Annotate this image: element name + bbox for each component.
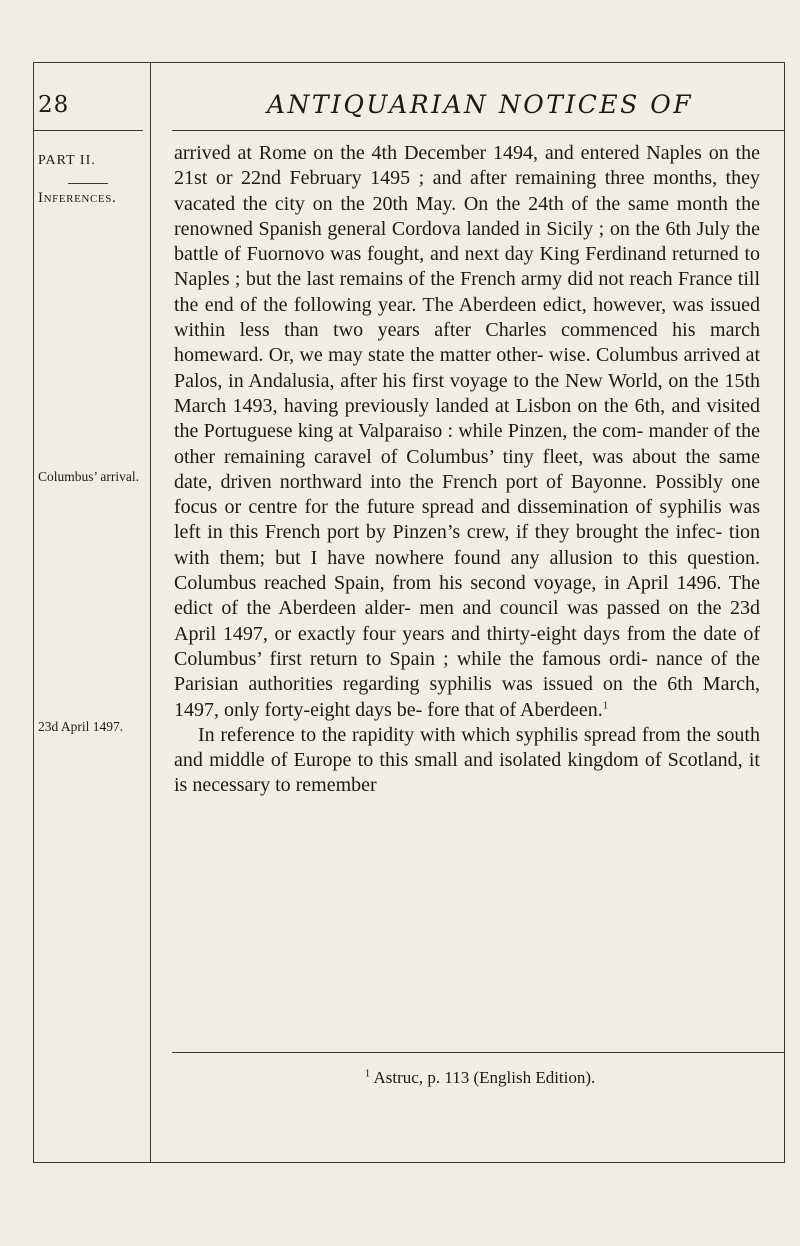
page-number: 28	[38, 92, 70, 118]
sidenote-columbus-arrival: Columbus’ arrival.	[38, 469, 139, 484]
footnote-marker: 1	[364, 1067, 371, 1080]
paragraph-1	[174, 141, 760, 723]
body-text	[174, 141, 760, 799]
part-label: PART II.	[38, 153, 96, 168]
part-rule	[68, 183, 108, 184]
footnote-reference: 1	[602, 698, 609, 711]
top-rule	[33, 62, 785, 63]
section-label: Inferences.	[38, 190, 117, 206]
sidenote-april-date: 23d April 1497.	[38, 719, 124, 734]
bottom-rule	[33, 1162, 785, 1163]
footnote	[200, 1068, 760, 1088]
footnote-rule	[172, 1052, 784, 1053]
right-frame-line	[784, 62, 785, 1162]
running-head: ANTIQUARIAN NOTICES OF	[266, 90, 694, 119]
header-rule-left	[33, 130, 143, 131]
paragraph-1-text: arrived at Rome on the 4th December 1494, and entered Naples on the 21st or 22nd February 1495 ; and after remaining three months, they vacated the city on the 20th May. On the 24th of the same month the renowned Spanish general Cordova landed in Sicily ; on the 6th July the battle of Fuornovo was fought, and next day King Ferdinand returned to Naples ; but the last remains of the French army did not reach France till the end of the following year. The Aberdeen edict, however, was issued within less than two years after Charles commenced his march homeward. Or, we may state the matter other- wise. Columbus arrived at Palos, in Andalusia, after his first voyage to the New World, on the 15th March 1493, having previously landed at Lisbon on the 6th, and visited the Portuguese king at Valparaiso : while Pinzen, the com- mander of the other remaining caravel of Columbus’ tiny fleet, was about the same date, driven northward into the French port of Bayonne. Possibly one focus or centre for the future spread and dissemination of syphilis was left in this French port by Pinzen’s crew, if they brought the infec- tion with them; but I have nowhere found any allusion to this question. Columbus reached Spain, from his second voyage, in April 1496. The edict of the Aberdeen alder- men and council was passed on the 23d April 1497, or exactly four years and thirty-eight days from the date of Columbus’ first return to Spain ; while the famous ordi- nance of the Parisian authorities regarding syphilis was issued on the 6th March, 1497, only forty-eight days be- fore that of Aberdeen.	[174, 142, 760, 721]
footnote-text: Astruc, p. 113 (English Edition).	[373, 1068, 596, 1087]
margin-divider-line	[150, 62, 151, 1162]
left-frame-line	[33, 62, 34, 1162]
paragraph-2: In reference to the rapidity with which syphilis spread from the south and middle of Europe to this small and isolated kingdom of Scotland, it is necessary to remember	[174, 723, 760, 797]
header-rule-right	[172, 130, 784, 131]
